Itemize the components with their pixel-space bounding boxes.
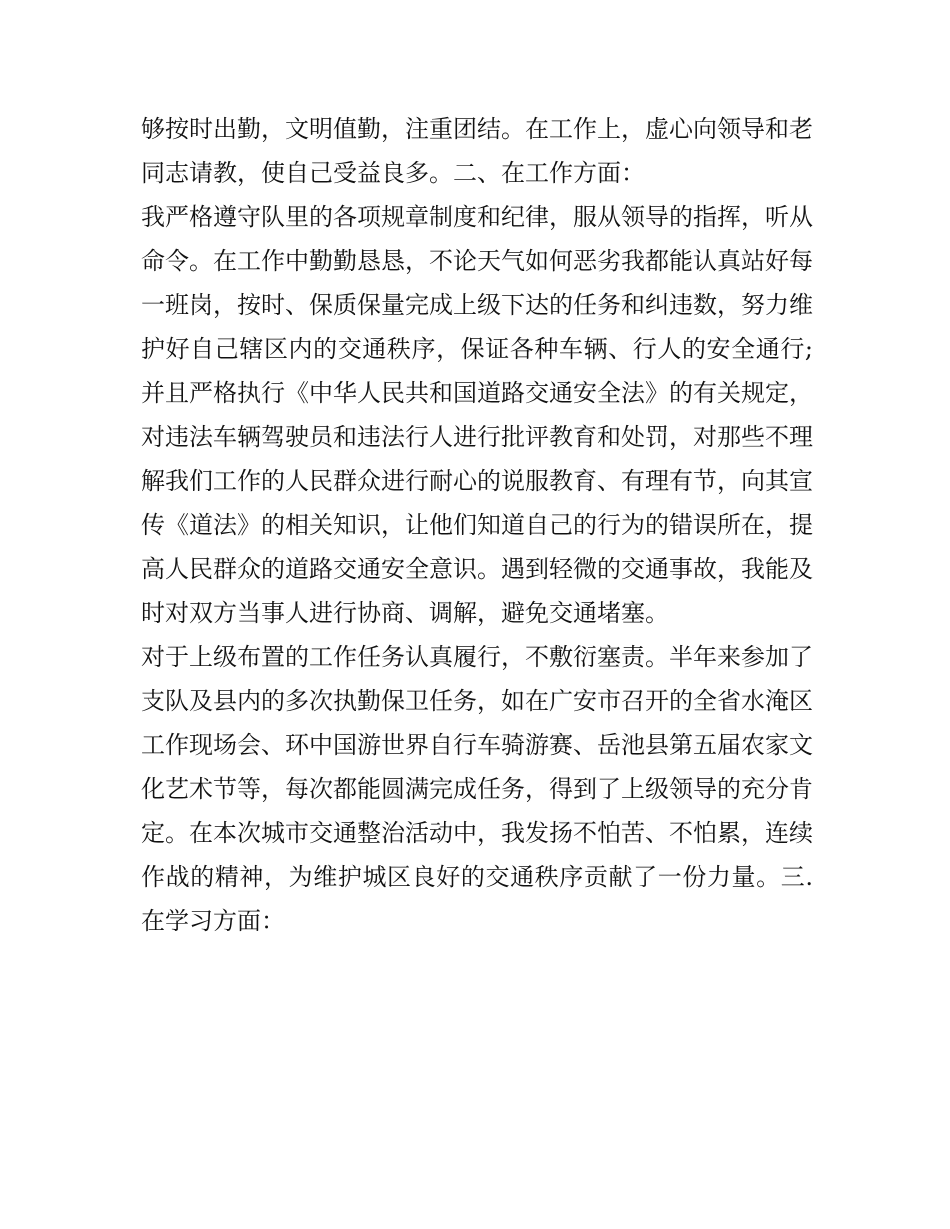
document-body	[141, 107, 813, 943]
paragraph-2: 我严格遵守队里的各项规章制度和纪律，服从领导的指挥，听从命令。在工作中勤勤恳恳，不论天气如何恶劣我都能认真站好每一班岗，按时、保质保量完成上级下达的任务和纠违数，努力维护好自己辖区内的交通秩序，保证各种车辆、行人的安全通行;并且严格执行《中华人民共和国道路交通安全法》的有关规定，对违法车辆驾驶员和违法行人进行批评教育和处罚，对那些不理解我们工作的人民群众进行耐心的说服教育、有理有节，向其宣传《道法》的相关知识，让他们知道自己的行为的错误所在，提高人民群众的道路交通安全意识。遇到轻微的交通事故，我能及时对双方当事人进行协商、调解，避免交通堵塞。	[141, 203, 813, 627]
paragraph-3: 对于上级布置的工作任务认真履行，不敷衍塞责。半年来参加了支队及县内的多次执勤保卫任务，如在广安市召开的全省水淹区工作现场会、环中国游世界自行车骑游赛、岳池县第五届农家文化艺术节等，每次都能圆满完成任务，得到了上级领导的充分肯定。在本次城市交通整治活动中，我发扬不怕苦、不怕累，连续作战的精神，为维护城区良好的交通秩序贡献了一份力量。三.在学习方面：	[141, 643, 813, 935]
paragraph-1: 够按时出勤，文明值勤，注重团结。在工作上，虚心向领导和老同志请教，使自己受益良多。二、在工作方面：	[141, 115, 813, 187]
